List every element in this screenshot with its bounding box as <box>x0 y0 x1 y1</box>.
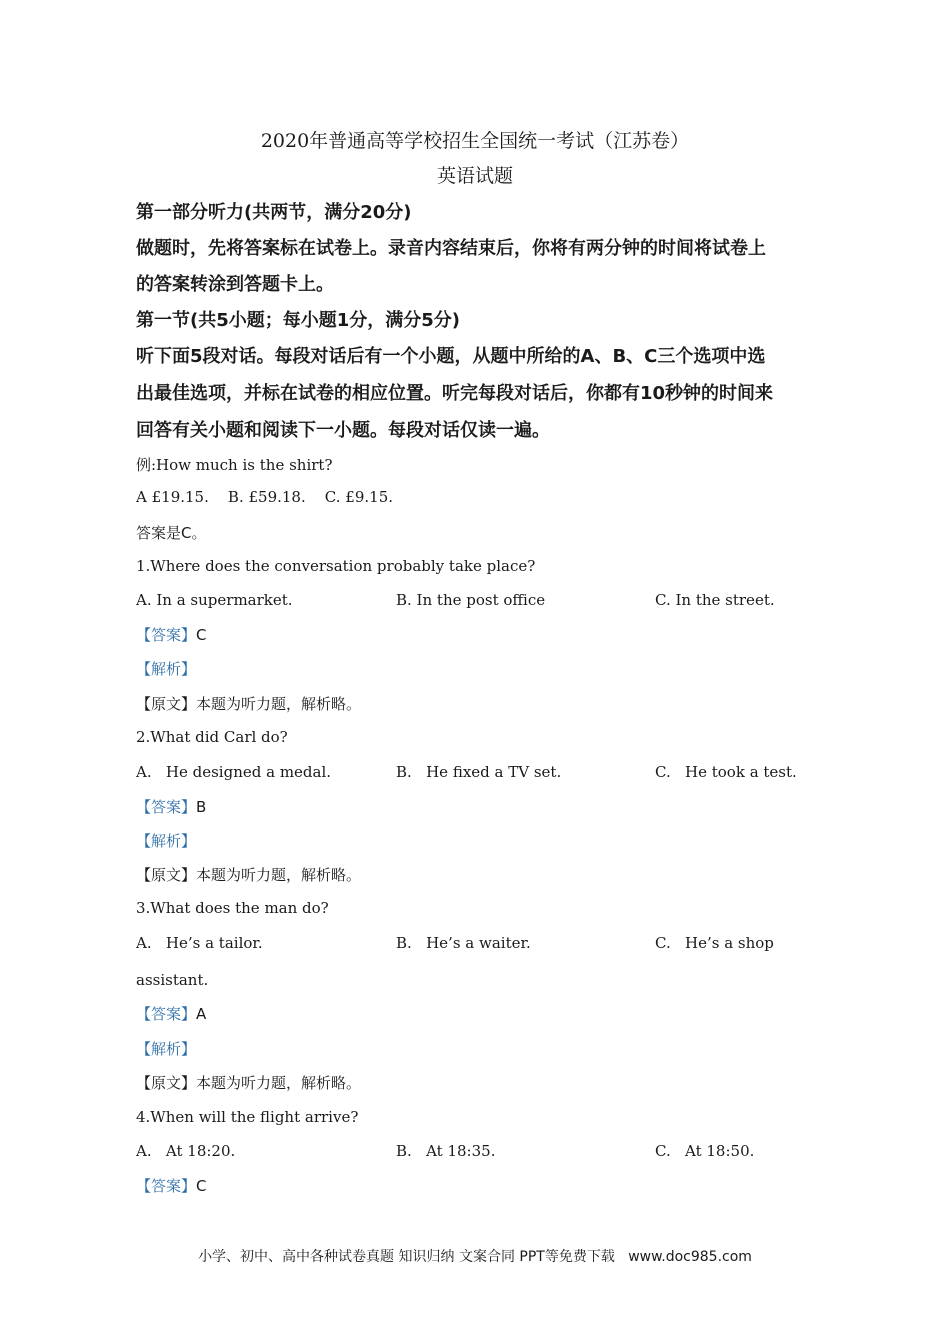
q3-option-c: C. He’s a shop <box>655 934 774 952</box>
q2-original: 【原文】本题为听力题，解析略。 <box>136 866 362 884</box>
q2-option-a: A. He designed a medal. <box>136 763 332 781</box>
q2-option-b: B. He fixed a TV set. <box>396 763 562 781</box>
part1-heading: 第一部分听力(共两节，满分20分) <box>136 202 412 223</box>
answer-tag: 【答案】 <box>136 626 197 644</box>
part1-instruction-line2: 的答案转涂到答题卡上。 <box>136 274 334 295</box>
q4-answer-row <box>136 1175 207 1196</box>
section1-line2: 出最佳选项，并标在试卷的相应位置。听完每段对话后，你都有10秒钟的时间来 <box>136 383 774 404</box>
q2-answer-row <box>136 796 206 817</box>
q1-option-a: A. In a supermarket. <box>136 591 293 609</box>
answer-value: A <box>196 1005 207 1023</box>
q2-analysis-tag: 【解析】 <box>136 832 197 850</box>
section1-line3: 回答有关小题和阅读下一小题。每段对话仅读一遍。 <box>136 420 550 441</box>
question-2: 2.What did Carl do? <box>136 728 288 746</box>
q1-option-b: B. In the post office <box>396 591 546 609</box>
q4-option-c: C. At 18:50. <box>655 1142 755 1160</box>
question-4: 4.When will the flight arrive? <box>136 1108 359 1126</box>
answer-tag: 【答案】 <box>136 1177 197 1195</box>
q3-analysis-tag: 【解析】 <box>136 1040 197 1058</box>
answer-tag: 【答案】 <box>136 1005 197 1023</box>
q2-option-c: C. He took a test. <box>655 763 797 781</box>
exam-title: 2020年普通高等学校招生全国统一考试（江苏卷） <box>260 130 690 152</box>
q1-answer-row <box>136 624 207 645</box>
answer-value: C <box>196 626 207 644</box>
answer-value: B <box>196 798 207 816</box>
example-options: A £19.15. B. £59.18. C. £9.15. <box>136 488 393 506</box>
q3-option-c-continued: assistant. <box>136 971 209 989</box>
q3-option-b: B. He’s a waiter. <box>396 934 531 952</box>
section1-heading: 第一节(共5小题；每小题1分，满分5分) <box>136 310 461 331</box>
example-answer: 答案是C。 <box>136 524 207 542</box>
section1-line1: 听下面5段对话。每段对话后有一个小题，从题中所给的A、B、C三个选项中选 <box>136 346 766 367</box>
q1-option-c: C. In the street. <box>655 591 775 609</box>
answer-tag: 【答案】 <box>136 798 197 816</box>
q4-option-b: B. At 18:35. <box>396 1142 496 1160</box>
page-footer: 小学、初中、高中各种试卷真题 知识归纳 文案合同 PPT等免费下载 www.doc985.com <box>198 1249 752 1265</box>
answer-value: C <box>196 1177 207 1195</box>
q3-answer-row <box>136 1003 206 1024</box>
q3-original: 【原文】本题为听力题，解析略。 <box>136 1074 362 1092</box>
part1-instruction-line1: 做题时，先将答案标在试卷上。录音内容结束后，你将有两分钟的时间将试卷上 <box>136 238 766 259</box>
question-1: 1.Where does the conversation probably take place? <box>136 557 536 575</box>
q1-original: 【原文】本题为听力题，解析略。 <box>136 695 362 713</box>
exam-subtitle: 英语试题 <box>436 165 513 187</box>
q1-analysis-tag: 【解析】 <box>136 660 197 678</box>
q3-option-a: A. He’s a tailor. <box>136 934 263 952</box>
question-3: 3.What does the man do? <box>136 899 329 917</box>
example-question: 例:How much is the shirt? <box>136 456 333 474</box>
q4-option-a: A. At 18:20. <box>136 1142 236 1160</box>
